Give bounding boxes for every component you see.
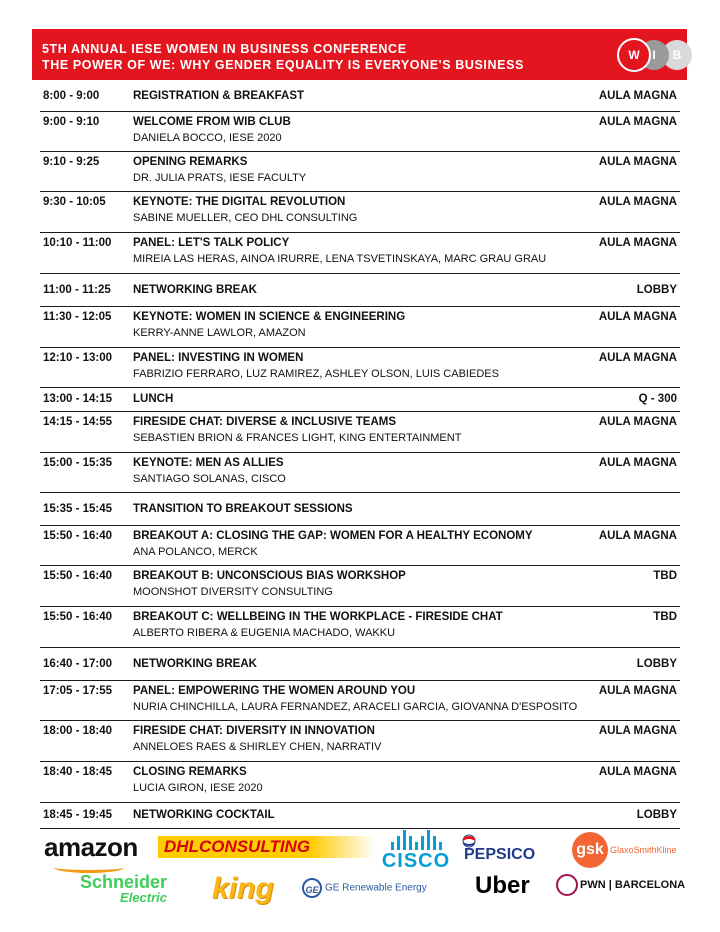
session-speakers: DANIELA BOCCO, IESE 2020 bbox=[133, 132, 282, 144]
schedule-row bbox=[40, 388, 680, 412]
wib-logo-w: W bbox=[617, 38, 651, 72]
session-location: AULA MAGNA bbox=[598, 116, 677, 128]
wib-logo-i: I bbox=[639, 40, 669, 70]
dhl-consulting-text: DHLCONSULTING bbox=[164, 837, 311, 856]
session-speakers: SABINE MUELLER, CEO DHL CONSULTING bbox=[133, 212, 358, 224]
schedule-row bbox=[40, 233, 680, 274]
gsk-logo bbox=[572, 832, 677, 868]
pwn-mark-icon bbox=[556, 874, 578, 896]
session-location: AULA MAGNA bbox=[598, 685, 677, 697]
wib-logo-b: B bbox=[662, 40, 692, 70]
session-location: TBD bbox=[653, 611, 677, 623]
schneider-text: Schneider bbox=[80, 872, 168, 892]
pwn-text: PWN | BARCELONA bbox=[580, 878, 686, 891]
schedule-row bbox=[40, 274, 680, 307]
ge-text: GE Renewable Energy bbox=[325, 882, 427, 894]
king-logo: king bbox=[212, 872, 274, 905]
session-time: 16:40 - 17:00 bbox=[43, 658, 113, 670]
session-title: CLOSING REMARKS bbox=[133, 766, 247, 778]
cisco-bars-icon bbox=[376, 830, 456, 850]
session-title: REGISTRATION & BREAKFAST bbox=[133, 90, 305, 102]
session-title: FIRESIDE CHAT: DIVERSITY IN INNOVATION bbox=[133, 725, 375, 737]
session-location: Q - 300 bbox=[638, 393, 677, 405]
session-location: AULA MAGNA bbox=[598, 725, 677, 737]
schedule-row bbox=[40, 526, 680, 566]
uber-logo: Uber bbox=[475, 872, 530, 899]
schneider-electric-logo bbox=[80, 874, 167, 906]
session-location: LOBBY bbox=[636, 284, 677, 296]
session-time: 18:45 - 19:45 bbox=[43, 809, 113, 821]
session-time: 18:00 - 18:40 bbox=[43, 725, 113, 737]
session-title: NETWORKING BREAK bbox=[133, 658, 257, 670]
ge-renewable-energy-logo bbox=[302, 878, 427, 898]
session-time: 18:40 - 18:45 bbox=[43, 766, 113, 778]
conference-subtitle: THE POWER OF WE: WHY GENDER EQUALITY IS EVERYONE'S BUSINESS bbox=[42, 58, 524, 72]
session-speakers: ALBERTO RIBERA & EUGENIA MACHADO, WAKKU bbox=[133, 627, 396, 639]
schedule-row bbox=[40, 721, 680, 762]
session-time: 13:00 - 14:15 bbox=[43, 393, 113, 405]
schedule-row bbox=[40, 412, 680, 453]
session-title: NETWORKING BREAK bbox=[133, 284, 257, 296]
session-time: 17:05 - 17:55 bbox=[43, 685, 113, 697]
cisco-logo bbox=[376, 830, 456, 873]
session-time: 15:50 - 16:40 bbox=[43, 570, 113, 582]
session-time: 9:30 - 10:05 bbox=[43, 196, 106, 208]
session-title: BREAKOUT B: UNCONSCIOUS BIAS WORKSHOP bbox=[133, 570, 406, 582]
schedule-row bbox=[40, 648, 680, 681]
pwn-barcelona-logo bbox=[556, 874, 685, 896]
session-location: AULA MAGNA bbox=[598, 766, 677, 778]
session-speakers: FABRIZIO FERRARO, LUZ RAMIREZ, ASHLEY OLSON, LUIS CABIEDES bbox=[133, 368, 499, 380]
session-title: NETWORKING COCKTAIL bbox=[133, 809, 275, 821]
session-speakers: KERRY-ANNE LAWLOR, AMAZON bbox=[133, 327, 306, 339]
session-speakers: MOONSHOT DIVERSITY CONSULTING bbox=[133, 586, 333, 598]
session-time: 15:00 - 15:35 bbox=[43, 457, 113, 469]
schneider-subtext: Electric bbox=[120, 890, 168, 905]
session-time: 12:10 - 13:00 bbox=[43, 352, 113, 364]
session-title: KEYNOTE: WOMEN IN SCIENCE & ENGINEERING bbox=[133, 311, 406, 323]
session-speakers: MIREIA LAS HERAS, AINOA IRURRE, LENA TSVETINSKAYA, MARC GRAU GRAU bbox=[133, 253, 547, 265]
cisco-text: CISCO bbox=[381, 850, 451, 872]
schedule-table bbox=[40, 82, 680, 829]
amazon-logo: amazon bbox=[44, 832, 138, 862]
session-location: TBD bbox=[653, 570, 677, 582]
schedule-row bbox=[40, 192, 680, 233]
schedule-row bbox=[40, 348, 680, 388]
schedule-row bbox=[40, 607, 680, 648]
session-time: 14:15 - 14:55 bbox=[43, 416, 113, 428]
schedule-row bbox=[40, 112, 680, 152]
schedule-row bbox=[40, 566, 680, 607]
session-title: PANEL: EMPOWERING THE WOMEN AROUND YOU bbox=[133, 685, 416, 697]
schedule-row bbox=[40, 82, 680, 112]
session-time: 10:10 - 11:00 bbox=[43, 237, 112, 249]
conference-title: 5TH ANNUAL IESE WOMEN IN BUSINESS CONFERENCE bbox=[42, 42, 407, 56]
session-location: AULA MAGNA bbox=[598, 530, 677, 542]
session-location: AULA MAGNA bbox=[598, 416, 677, 428]
gsk-mark: gsk bbox=[572, 832, 608, 868]
session-title: TRANSITION TO BREAKOUT SESSIONS bbox=[133, 503, 353, 515]
session-speakers: ANNELOES RAES & SHIRLEY CHEN, NARRATIV bbox=[133, 741, 382, 753]
session-speakers: LUCIA GIRON, IESE 2020 bbox=[133, 782, 263, 794]
sponsor-logos bbox=[40, 826, 686, 926]
session-location: AULA MAGNA bbox=[598, 156, 677, 168]
session-title: PANEL: INVESTING IN WOMEN bbox=[133, 352, 304, 364]
session-location: AULA MAGNA bbox=[598, 196, 677, 208]
session-time: 15:50 - 16:40 bbox=[43, 530, 113, 542]
schedule-row bbox=[40, 762, 680, 803]
session-title: KEYNOTE: THE DIGITAL REVOLUTION bbox=[133, 196, 346, 208]
schedule-row bbox=[40, 307, 680, 348]
session-location: LOBBY bbox=[636, 809, 677, 821]
session-speakers: ANA POLANCO, MERCK bbox=[133, 546, 258, 558]
session-location: AULA MAGNA bbox=[598, 237, 677, 249]
conference-header bbox=[32, 29, 687, 80]
schedule-row bbox=[40, 681, 680, 721]
session-speakers: SEBASTIEN BRION & FRANCES LIGHT, KING ENTERTAINMENT bbox=[133, 432, 462, 444]
session-title: KEYNOTE: MEN AS ALLIES bbox=[133, 457, 284, 469]
session-time: 11:00 - 11:25 bbox=[43, 284, 111, 296]
session-location: LOBBY bbox=[636, 658, 677, 670]
dhl-consulting-logo bbox=[158, 836, 375, 858]
ge-monogram-icon: GE bbox=[302, 878, 322, 898]
session-time: 15:50 - 16:40 bbox=[43, 611, 113, 623]
session-time: 9:00 - 9:10 bbox=[43, 116, 100, 128]
session-title: BREAKOUT A: CLOSING THE GAP: WOMEN FOR A HEALTHY ECONOMY bbox=[133, 530, 533, 542]
session-title: FIRESIDE CHAT: DIVERSE & INCLUSIVE TEAMS bbox=[133, 416, 397, 428]
session-title: WELCOME FROM WIB CLUB bbox=[133, 116, 291, 128]
session-time: 11:30 - 12:05 bbox=[43, 311, 112, 323]
session-speakers: DR. JULIA PRATS, IESE FACULTY bbox=[133, 172, 307, 184]
session-speakers: NURIA CHINCHILLA, LAURA FERNANDEZ, ARACELI GARCIA, GIOVANNA D'ESPOSITO bbox=[133, 701, 578, 713]
session-title: LUNCH bbox=[133, 393, 174, 405]
session-location: AULA MAGNA bbox=[598, 457, 677, 469]
session-time: 15:35 - 15:45 bbox=[43, 503, 113, 515]
schedule-row bbox=[40, 152, 680, 192]
session-time: 9:10 - 9:25 bbox=[43, 156, 100, 168]
schedule-row bbox=[40, 493, 680, 526]
schedule-row bbox=[40, 453, 680, 493]
session-location: AULA MAGNA bbox=[598, 352, 677, 364]
gsk-subtext: GlaxoSmithKline bbox=[610, 844, 677, 855]
pepsico-logo: PEPSICO bbox=[464, 846, 536, 863]
session-title: OPENING REMARKS bbox=[133, 156, 248, 168]
session-title: BREAKOUT C: WELLBEING IN THE WORKPLACE - FIRESIDE CHAT bbox=[133, 611, 503, 623]
session-speakers: SANTIAGO SOLANAS, CISCO bbox=[133, 473, 286, 485]
session-location: AULA MAGNA bbox=[598, 90, 677, 102]
session-time: 8:00 - 9:00 bbox=[43, 90, 100, 102]
session-location: AULA MAGNA bbox=[598, 311, 677, 323]
session-title: PANEL: LET'S TALK POLICY bbox=[133, 237, 290, 249]
